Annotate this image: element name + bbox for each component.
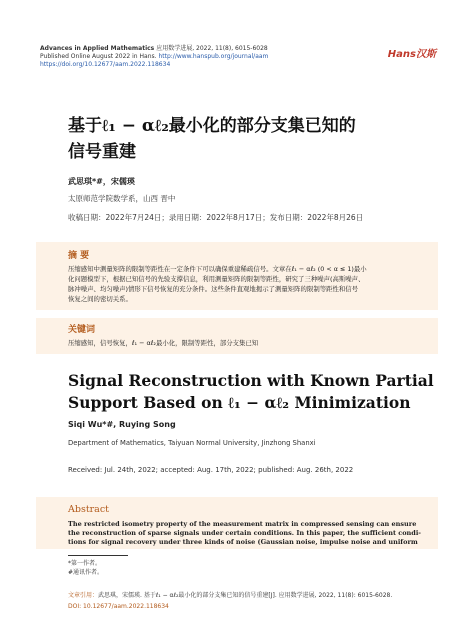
published-line: Published Online August 2022 in Hans. — [40, 53, 157, 60]
cn-abstract-line: 脉冲噪声、均匀噪声)情形下信号恢复的充分条件。这些条件直观地揭示了测量矩阵的限制等距性和信号 — [68, 285, 359, 293]
footnote-rule — [68, 555, 128, 556]
cn-abstract-body — [68, 264, 438, 304]
en-title — [68, 370, 448, 414]
citation — [68, 590, 438, 612]
doi-link[interactable]: https://doi.org/10.12677/aam.2022.118634 — [40, 61, 171, 68]
cn-keywords-box — [36, 318, 438, 354]
en-dates: Received: Jul. 24th, 2022; accepted: Aug. 17th, 2022; published: Aug. 26th, 2022 — [68, 466, 354, 474]
cn-keywords-heading: 关键词 — [68, 325, 96, 335]
cn-abstract-line: 压缩感知中测量矩阵的限制等距性在一定条件下可以确保重建稀疏信号。文章在ℓ₁ − αℓ₂ (0 < α ≤ 1)最小 — [68, 265, 367, 273]
citation-text: 武思琪，宋儒瑛. 基于ℓ₁ − αℓ₂最小化的部分支集已知的信号重建[J]. 应用数学进展, 2022, 11(8): 6015-6028. — [98, 592, 393, 599]
footnote-corresponding: #通讯作者。 — [68, 569, 104, 576]
en-abstract-heading: Abstract — [68, 504, 109, 515]
en-abstract-body — [68, 520, 438, 547]
en-authors: Siqi Wu*#, Ruying Song — [68, 420, 176, 429]
en-abstract-line: the reconstruction of sparse signals under certain conditions. In this paper, the sufficient condi- — [68, 529, 421, 537]
en-title-line1: Signal Reconstruction with Known Partial — [68, 371, 434, 390]
citation-doi-link[interactable]: DOI: 10.12677/aam.2022.118634 — [68, 603, 169, 610]
en-abstract-line: tions for signal recovery under three kinds of noise (Gaussian noise, impulse noise and uniform — [68, 538, 418, 546]
cn-title-line2: 信号重建 — [68, 142, 136, 162]
cn-abstract-line: 化问题模型下，根据已知信号的先验支撑信息，利用测量矩阵的限制等距性，研究了三种噪声(高斯噪声、 — [68, 275, 365, 283]
cn-title-line1: 基于ℓ₁ − αℓ₂最小化的部分支集已知的 — [68, 116, 356, 136]
en-title-line2: Support Based on ℓ₁ − αℓ₂ Minimization — [68, 393, 411, 412]
cn-authors: 武思琪*#，宋儒瑛 — [68, 177, 135, 186]
journal-header — [40, 45, 268, 69]
cn-title — [68, 113, 428, 165]
cn-abstract-heading: 摘 要 — [68, 251, 90, 261]
cn-abstract-line: 恢复之间的密切关系。 — [68, 295, 132, 303]
footnote-first-author: *第一作者。 — [68, 560, 102, 567]
cn-keywords: 压缩感知，信号恢复，ℓ₁ − αℓ₂最小化，限制等距性，部分支集已知 — [68, 339, 259, 347]
cn-affiliation: 太原师范学院数学系，山西 晋中 — [68, 194, 176, 203]
cn-dates: 收稿日期：2022年7月24日；录用日期：2022年8月17日；发布日期：2022年8月26日 — [68, 213, 364, 222]
citation-label: 文章引用： — [68, 592, 99, 599]
journal-link[interactable]: http://www.hanspub.org/journal/aam — [158, 53, 269, 60]
en-affiliation: Department of Mathematics, Taiyuan Normal University, Jinzhong Shanxi — [68, 439, 316, 447]
journal-info: 应用数学进展, 2022, 11(8), 6015-6028 — [156, 45, 268, 52]
en-abstract-line: The restricted isometry property of the measurement matrix in compressed sensing can ensure — [68, 520, 417, 528]
hans-logo: Hans汉斯 — [387, 49, 436, 60]
journal-name: Advances in Applied Mathematics — [40, 45, 155, 52]
